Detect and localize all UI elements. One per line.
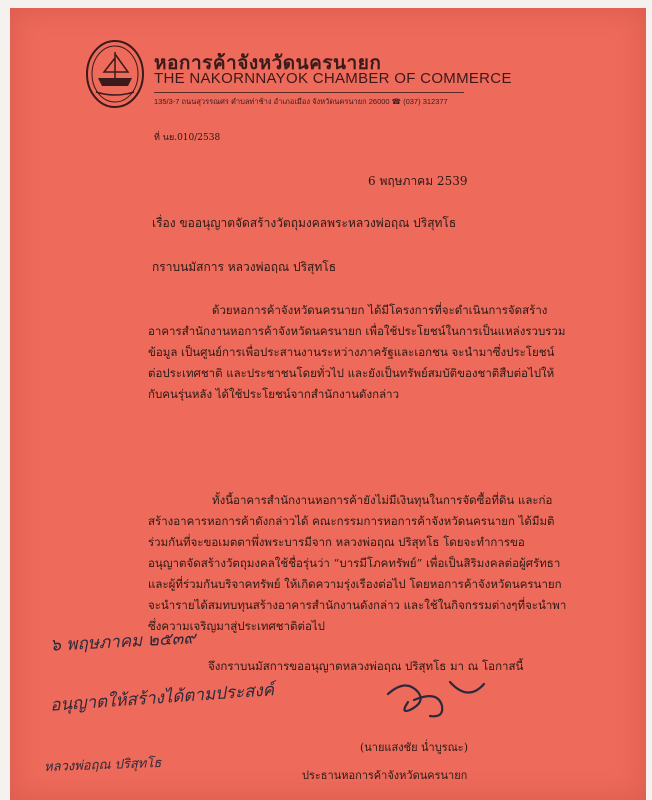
body-paragraph-1	[148, 300, 566, 405]
body-line: และผู้ที่ร่วมกันบริจาคทรัพย์ ให้เกิดความรุ่งเรืองต่อไป โดยหอการค้าจังหวัดนครนายก	[148, 577, 562, 591]
handwritten-date: ๖ พฤษภาคม ๒๕๓๙	[49, 628, 197, 656]
body-line: ต่อประเทศชาติ และประชาชนโดยทั่วไป และยังเป็นทรัพย์สมบัติของชาติสืบต่อไปให้	[148, 366, 555, 380]
handwritten-approval-note: อนุญาตให้สร้างได้ตามประสงค์	[49, 680, 275, 716]
letter-date: 6 พฤษภาคม 2539	[368, 174, 468, 188]
body-line: ด้วยหอการค้าจังหวัดนครนายก ได้มีโครงการที่จะดำเนินการจัดสร้าง	[212, 303, 548, 317]
letter-sheet	[10, 8, 646, 800]
letter-subject: เรื่อง ขออนุญาตจัดสร้างวัตถุมงคลพระหลวงพ่อฤณ ปริสุทโธ	[152, 216, 457, 230]
body-line: ทั้งนี้อาคารสำนักงานหอการค้ายังไม่มีเงินทุนในการจัดซื้อที่ดิน และก่อ	[212, 493, 553, 507]
closing-line: จึงกราบนมัสการขออนุญาตหลวงพ่อฤณ ปริสุทโธ มา ณ โอกาสนี้	[208, 659, 524, 673]
org-name-english: THE NAKORNNAYOK CHAMBER OF COMMERCE	[154, 70, 512, 87]
body-line: สร้างอาคารหอการค้าดังกล่าวได้ คณะกรรมการหอการค้าจังหวัดนครนายก ได้มีมติ	[148, 514, 555, 528]
org-address: 135/3-7 ถนนสุวรรณศร ตำบลท่าช้าง อำเภอเมือง จังหวัดนครนายก 26000 ☎ (037) 312377	[154, 97, 448, 106]
body-line: กับคนรุ่นหลัง ได้ใช้ประโยชน์จากสำนักงานดังกล่าว	[148, 387, 400, 401]
body-line: ซึ่งความเจริญมาสู่ประเทศชาติต่อไป	[148, 619, 325, 633]
signer-title: ประธานหอการค้าจังหวัดนครนายก	[302, 769, 468, 782]
handwritten-signature-icon	[380, 672, 490, 728]
body-line: ร่วมกันที่จะขอเมตตาพึ่งพระบารมีจาก หลวงพ่อฤณ ปริสุทโธ โดยจะทำการขอ	[148, 535, 525, 549]
letterhead-divider	[154, 92, 464, 93]
body-line: อาคารสำนักงานหอการค้าจังหวัดนครนายก เพื่อใช้ประโยชน์ในการเป็นแหล่งรวบรวม	[148, 324, 566, 338]
body-line: ข้อมูล เป็นศูนย์การเพื่อประสานงานระหว่างภาครัฐและเอกชน จะนำมาซึ่งประโยชน์	[148, 345, 555, 359]
chamber-seal-icon	[84, 38, 146, 110]
letter-salutation: กราบนมัสการ หลวงพ่อฤณ ปริสุทโธ	[152, 260, 337, 274]
body-line: จะนำรายได้สมทบทุนสร้างอาคารสำนักงานดังกล่าว และใช้ในกิจกรรมต่างๆที่จะนำพา	[148, 598, 567, 612]
handwritten-name: หลวงพ่อฤณ ปริสุทโธ	[43, 755, 162, 776]
body-line: อนุญาตจัดสร้างวัตถุมงคลใช้ชื่อรุ่นว่า “บารมีโภคทรัพย์” เพื่อเป็นสิริมงคลต่อผู้ศรัทธา	[148, 556, 561, 570]
org-name-thai: หอการค้าจังหวัดนครนายก	[154, 52, 382, 74]
signer-name: (นายแสงชัย น่ำบูรณะ)	[360, 741, 469, 754]
reference-number: ที่ นย.010/2538	[154, 133, 221, 143]
body-paragraph-2	[148, 490, 567, 637]
